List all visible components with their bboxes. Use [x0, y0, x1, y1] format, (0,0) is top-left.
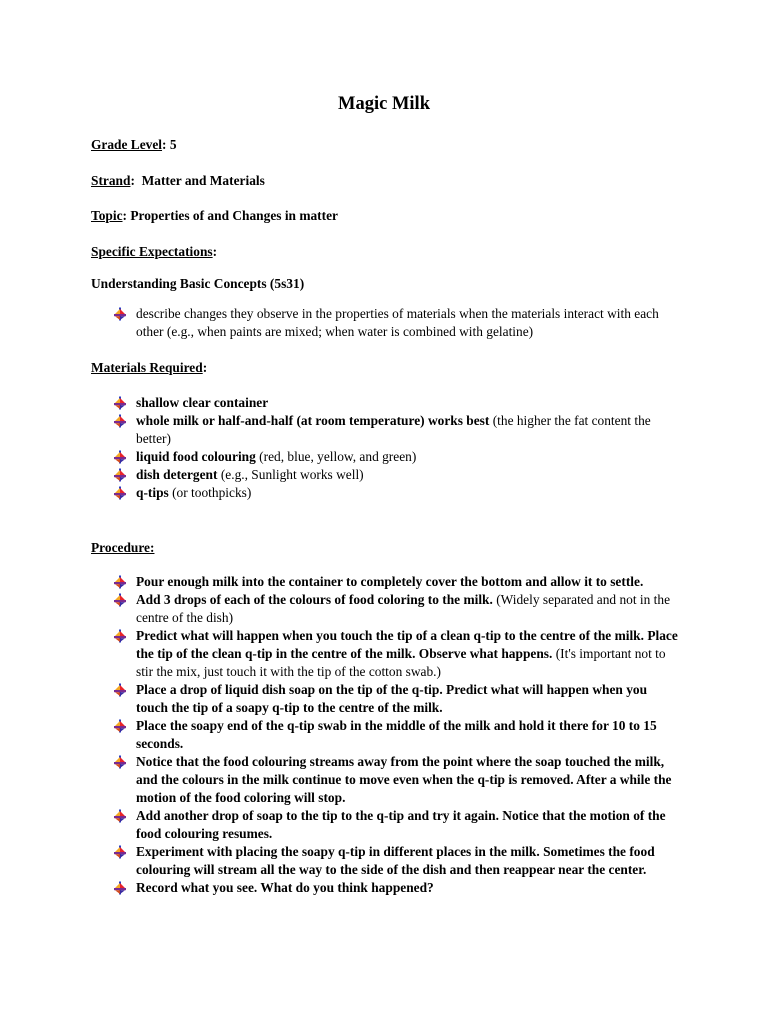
materials-label: Materials Required: [91, 360, 203, 375]
strand-line: Strand: Matter and Materials: [91, 173, 265, 188]
material-item: [0, 448, 768, 466]
procedure-step: [0, 681, 768, 717]
bullet-marker-icon: [113, 486, 127, 500]
material-item: [0, 484, 768, 502]
material-item: [0, 466, 768, 484]
bullet-marker-icon: [113, 450, 127, 464]
material-item: [0, 394, 768, 412]
material-item-bold-text: liquid food colouring: [136, 449, 256, 464]
bullet-marker-icon: [113, 629, 127, 643]
materials-list: [0, 394, 768, 502]
material-item-text: (or toothpicks): [168, 485, 252, 500]
materials-heading: Materials Required:: [91, 360, 208, 375]
expectation-item-text: describe changes they observe in the properties of materials when the materials interact with each other (e.g., when paints are mixed; when water is combined with gelatine): [136, 306, 659, 339]
material-item-bold-text: shallow clear container: [136, 395, 269, 410]
procedure-list: [0, 573, 768, 897]
procedure-step-bold-text: Record what you see. What do you think happened?: [136, 880, 434, 895]
procedure-label: Procedure:: [91, 540, 155, 555]
procedure-step-bold-text: Place the soapy end of the q-tip swab in the middle of the milk and hold it there for 10 to 15 seconds.: [136, 718, 657, 751]
bullet-marker-icon: [113, 414, 127, 428]
grade-level-value: 5: [169, 137, 177, 152]
material-item-text: (red, blue, yellow, and green): [255, 449, 417, 464]
procedure-step: [0, 807, 768, 843]
grade-level-label: Grade Level: [91, 137, 163, 152]
topic-label: Topic: [91, 208, 123, 223]
bullet-marker-icon: [113, 575, 127, 589]
procedure-step-bold-text: Experiment with placing the soapy q-tip in different places in the milk. Sometimes the food colouring will stream all the way to the side of the dish and then reappear near the center.: [136, 844, 655, 877]
specific-expectations-label: Specific Expectations: [91, 244, 213, 259]
procedure-step-bold-text: Place a drop of liquid dish soap on the tip of the q-tip. Predict what will happen when you touch the tip of a soapy q-tip to the centre of the milk.: [136, 682, 648, 715]
bullet-marker-icon: [113, 683, 127, 697]
material-item-text: (the higher the fat content the better): [136, 413, 651, 446]
topic-line: Topic: Properties of and Changes in matter: [91, 208, 338, 223]
procedure-step: [0, 627, 768, 681]
procedure-step-bold-text: Add 3 drops of each of the colours of food coloring to the milk.: [136, 592, 493, 607]
procedure-step-bold-text: Notice that the food colouring streams away from the point where the soap touched the milk, and the colours in the milk continue to move even when the q-tip is removed. After a while the motion of the food coloring will stop.: [136, 754, 672, 805]
bullet-marker-icon: [113, 468, 127, 482]
procedure-step-text: (It's important not to stir the mix, just touch it with the tip of the cotton swab.): [136, 646, 666, 679]
bullet-marker-icon: [113, 719, 127, 733]
bullet-marker-icon: [113, 755, 127, 769]
bullet-marker-icon: [113, 809, 127, 823]
procedure-step-bold-text: Pour enough milk into the container to completely cover the bottom and allow it to settle.: [136, 574, 644, 589]
material-item-text: (e.g., Sunlight works well): [217, 467, 364, 482]
material-item-bold-text: q-tips: [136, 485, 169, 500]
grade-level-line: Grade Level: 5: [91, 137, 177, 152]
strand-value: Matter and Materials: [141, 173, 265, 188]
understanding-heading: Understanding Basic Concepts (5s31): [91, 276, 305, 291]
procedure-step-bold-text: Predict what will happen when you touch the tip of a clean q-tip to the centre of the milk. Place the tip of the clean q-tip in the centre of the milk. Observe what happens.: [136, 628, 678, 661]
material-item-bold-text: whole milk or half-and-half (at room temperature) works best: [136, 413, 490, 428]
material-item: [0, 412, 768, 448]
expectations-list: [0, 305, 768, 341]
procedure-step-bold-text: Add another drop of soap to the tip to the q-tip and try it again. Notice that the motion of the food colouring resumes.: [136, 808, 666, 841]
expectation-item: [0, 305, 768, 341]
page-title: Magic Milk: [338, 94, 430, 114]
procedure-step: [0, 591, 768, 627]
strand-label: Strand: [91, 173, 131, 188]
procedure-step: [0, 573, 768, 591]
procedure-step: [0, 843, 768, 879]
bullet-marker-icon: [113, 881, 127, 895]
procedure-heading: [91, 539, 154, 557]
bullet-marker-icon: [113, 845, 127, 859]
procedure-step-text: (Widely separated and not in the centre of the dish): [136, 592, 671, 625]
topic-value: Properties of and Changes in matter: [130, 208, 338, 223]
bullet-marker-icon: [113, 396, 127, 410]
bullet-marker-icon: [113, 307, 127, 321]
procedure-step: [0, 753, 768, 807]
material-item-bold-text: dish detergent: [136, 467, 218, 482]
procedure-step: [0, 879, 768, 897]
procedure-step: [0, 717, 768, 753]
bullet-marker-icon: [113, 593, 127, 607]
specific-expectations-heading: Specific Expectations:: [91, 244, 218, 259]
